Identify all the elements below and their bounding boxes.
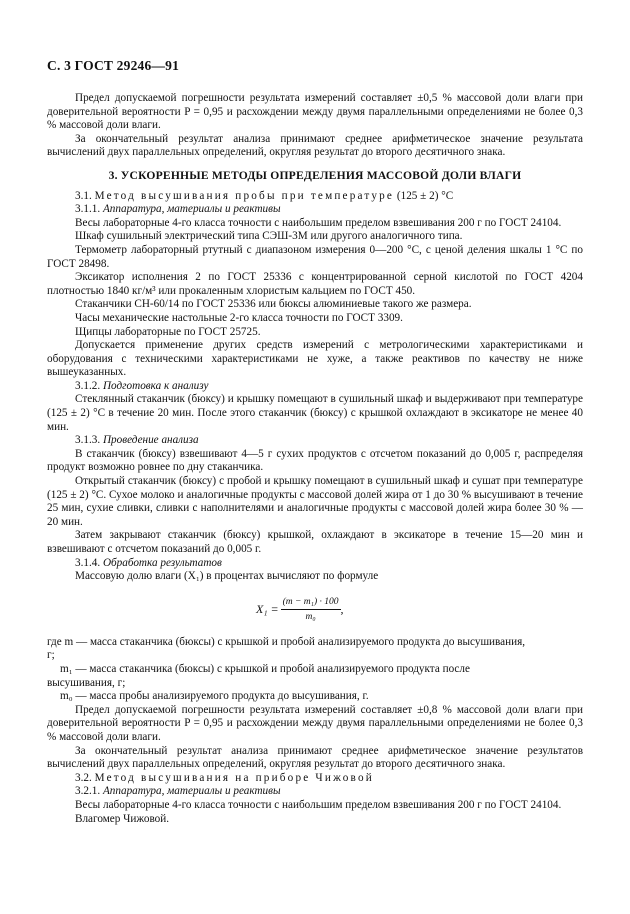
variable-symbol: где m — <box>47 635 88 648</box>
subsection-number: 3.1.2. <box>75 379 101 392</box>
paragraph: Стаканчики СН-60/14 по ГОСТ 25336 или бюксы алюминиевые такого же размера. <box>75 298 472 311</box>
paragraph: Эксикатор исполнения 2 по ГОСТ 25336 с концентрированной серной кислотой по ГОСТ 4204 плотностью 1840 кг/м³ или прокаленным хлористым кальцием по ГОСТ 450. <box>47 271 583 297</box>
subsection-number: 3.1.3. <box>75 434 101 447</box>
paragraph: Затем закрывают стаканчик (бюксу) крышкой, охлаждают в эксикаторе в течение 15—20 мин и взвешивают с отсчетом показаний до 0,005 г. <box>47 529 583 555</box>
paragraph: Термометр лабораторный ртутный с диапазоном измерения 0—200 °С, с ценой деления шкалы 1 °С по ГОСТ 28498. <box>47 243 583 270</box>
formula-lhs: X₁ = <box>256 601 279 616</box>
paragraph: Влагомер Чижовой. <box>75 812 170 825</box>
formula <box>47 588 583 630</box>
variable-symbol: m₀ — <box>60 690 87 703</box>
page-header: С. 3 ГОСТ 29246—91 <box>47 58 180 73</box>
subsection-number: 3.1.4. <box>75 556 101 569</box>
variable-m <box>47 636 583 650</box>
paragraph: Весы лабораторные 4-го класса точности с наибольшим пределом взвешивания 200 г по ГОСТ 24104. <box>75 216 562 229</box>
paragraph: За окончательный результат анализа принимают среднее арифметическое значение результатов вычислений двух параллельных определений, округляя результат до второго десятичного знака. <box>47 744 583 771</box>
paragraph: Предел допускаемой погрешности результата измерений составляет ±0,5 % массовой доли влаги при доверительной вероятности P = 0,95 и расхождении между двумя параллельными определениями не более 0,3 % массовой доли влаги. <box>47 92 583 132</box>
subsection-3-1-2 <box>47 380 583 394</box>
formula-fraction <box>281 596 341 624</box>
subsection-number: 3.1. <box>75 189 92 202</box>
paragraph: Допускается применение других средств измерений с метрологическими характеристиками и оборудования с техническими характеристиками не хуже, а также реактивов по качеству не ниже вышеуказанных. <box>47 339 583 379</box>
variable-continuation: высушивания, г; <box>47 676 126 689</box>
variable-continuation: г; <box>47 649 55 662</box>
subsection-title: Метод высушивания на приборе Чижовой <box>94 771 374 784</box>
section-title: 3. УСКОРЕННЫЕ МЕТОДЫ ОПРЕДЕЛЕНИЯ МАССОВОЙ ДОЛИ ВЛАГИ <box>108 168 522 182</box>
subsection-3-1-3 <box>47 434 583 448</box>
subsection-number: 3.2. <box>75 771 92 784</box>
subsection-3-1 <box>47 190 583 204</box>
variable-symbol: m₁ — <box>60 662 87 675</box>
subsection-3-2 <box>47 772 583 786</box>
paragraph: За окончательный результат анализа принимают среднее арифметическое значение результата вычислений двух параллельных определений, округляя результат до второго десятичного знака. <box>47 132 583 159</box>
subsection-3-1-1 <box>47 203 583 217</box>
paragraph: Стеклянный стаканчик (бюксу) и крышку помещают в сушильный шкаф и выдерживают при температуре (125 ± 2) °С в течение 20 мин. После этого стаканчик (бюксу) с крышкой охлаждают в эксикаторе не менее 40 мин. <box>47 393 583 433</box>
formula-denominator: m₀ <box>305 611 316 622</box>
paragraph: Щипцы лабораторные по ГОСТ 25725. <box>75 325 261 338</box>
subsection-3-1-4 <box>47 557 583 571</box>
paragraph: В стаканчик (бюксу) взвешивают 4—5 г сухих продуктов с отсчетом показаний до 0,005 г, распределяя продукт возможно ровнее по дну стаканчика. <box>47 447 583 474</box>
variable-description: масса пробы анализируемого продукта до высушивания, г. <box>89 690 369 703</box>
paragraph: Массовую долю влаги (X₁) в процентах вычисляют по формуле <box>75 570 379 583</box>
subsection-title: Аппаратура, материалы и реактивы <box>102 203 281 216</box>
subsection-title: Проведение анализа <box>102 434 199 447</box>
subsection-title: Аппаратура, материалы и реактивы <box>102 785 281 798</box>
paragraph: Предел допускаемой погрешности результата измерений составляет ±0,8 % массовой доли влаги при доверительной вероятности P = 0,95 и расхождении между двумя параллельными определениями не более 0,3 % массовой доли влаги. <box>47 703 583 743</box>
variable-m0 <box>47 690 583 704</box>
variable-description: масса стаканчика (бюксы) с крышкой и пробой анализируемого продукта после <box>89 662 470 675</box>
temperature: (125 ± 2) °С <box>396 189 454 202</box>
subsection-title: Обработка результатов <box>102 556 222 569</box>
paragraph: Часы механические настольные 2-го класса точности по ГОСТ 3309. <box>75 311 403 324</box>
subsection-3-2-1 <box>47 785 583 799</box>
variable-description: масса стаканчика (бюксы) с крышкой и пробой анализируемого продукта до высушивания, <box>89 635 526 648</box>
formula-trail: , <box>340 601 344 616</box>
paragraph: Открытый стаканчик (бюксу) с пробой и крышку помещают в сушильный шкаф и сушат при температуре (125 ± 2) °С. Сухое молоко и аналогичные продукты с массовой долей жира от 1 до 30 % высушивают в течение 25 мин, сухие сливки, сливки с наполнителями и аналогичные продукты с массовой долей жира более 30 % — 20 мин. <box>47 475 583 528</box>
document-body <box>47 92 583 826</box>
subsection-number: 3.1.1. <box>75 203 101 216</box>
paragraph: Шкаф сушильный электрический типа СЭШ-3М или другого аналогичного типа. <box>75 230 463 243</box>
formula-numerator: (m − m₁) · 100 <box>281 596 341 610</box>
paragraph: Весы лабораторные 4-го класса точности с наибольшим пределом взвешивания 200 г по ГОСТ 24104. <box>75 798 562 811</box>
subsection-number: 3.2.1. <box>75 785 101 798</box>
subsection-title: Подготовка к анализу <box>102 379 209 392</box>
subsection-title: Метод высушивания пробы при температуре <box>94 189 395 202</box>
variable-m1 <box>47 663 583 677</box>
